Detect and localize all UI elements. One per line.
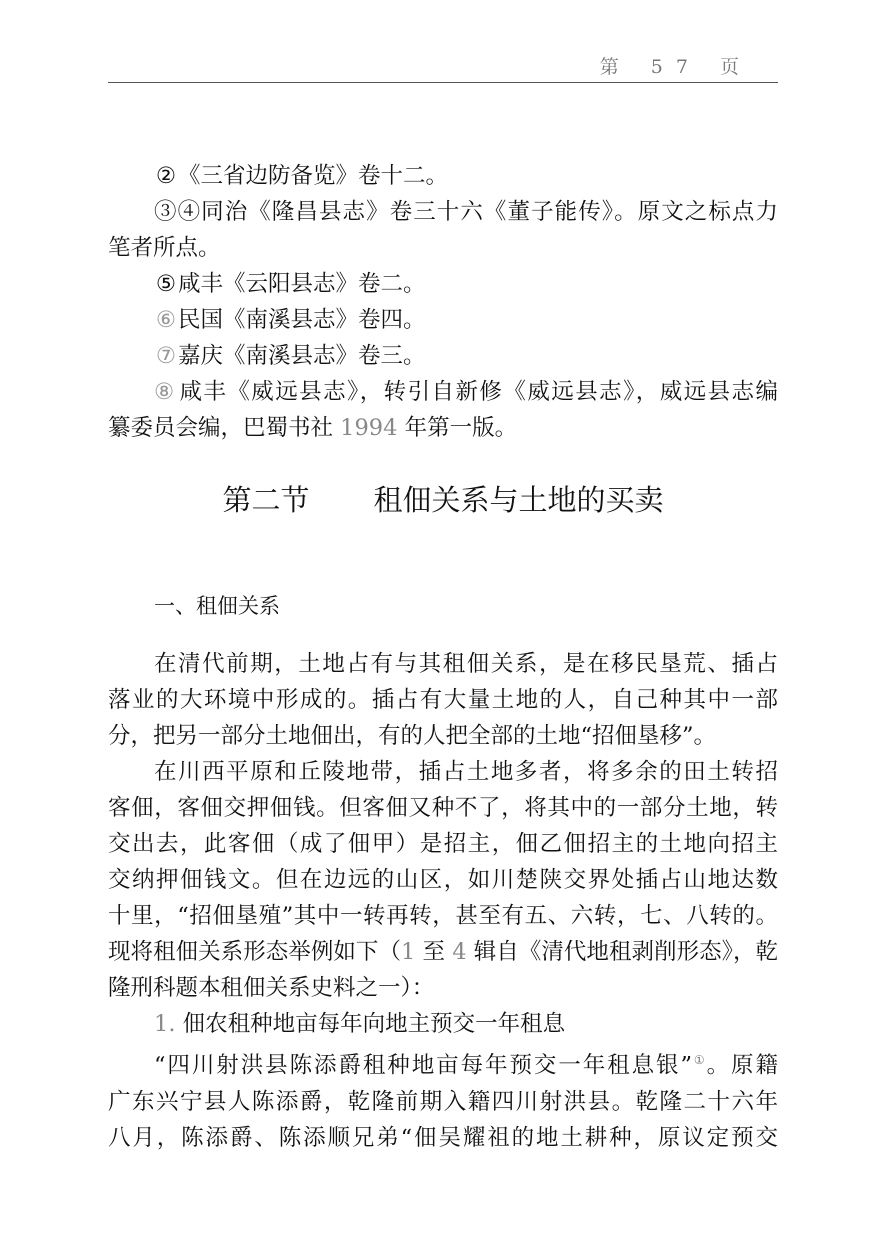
footnote-6 — [108, 302, 778, 338]
footnote-text: 嘉庆《南溪县志》卷三。 — [178, 343, 426, 369]
footnote-text: 咸丰《威远县志》，转引自新修《威远县志》，威远县志编 — [178, 379, 778, 405]
page-header — [108, 52, 778, 83]
footnote-5 — [108, 266, 778, 302]
number-run: 4 — [452, 939, 467, 965]
footnote-3-4 — [108, 194, 778, 230]
paragraph-2-line: 在川西平原和丘陵地带，插占土地多者，将多余的田土转招 — [154, 759, 778, 785]
footnote-mark: ⑥ — [155, 307, 177, 333]
footnote-8-cont — [108, 410, 778, 446]
footnote-mark: ⑤ — [155, 271, 177, 297]
text-run: 。原籍 — [706, 1052, 778, 1079]
body-text — [108, 588, 778, 1156]
text-run: “四川射洪县陈添爵租种地亩每年预交一年租息银” — [154, 1052, 692, 1079]
footnote-mark: ⑧ — [154, 379, 175, 405]
footnote-text: 民国《南溪县志》卷四。 — [178, 307, 426, 333]
footnote-text: 同治《隆昌县志》卷三十六《董子能传》。原文之标点力 — [201, 199, 778, 225]
list-item-1 — [108, 1006, 778, 1042]
section-number: 第二节 — [222, 483, 310, 517]
list-item-text: 佃农租种地亩每年向地主预交一年租息 — [175, 1011, 566, 1037]
number-run: 1 — [400, 939, 416, 965]
paragraph-2-line: 交纳押佃钱文。但在边远的山区，如川楚陕交界处插占山地达数 — [108, 867, 778, 893]
footnote-year: 1994 — [340, 415, 398, 441]
paragraph-2-line: 交出去，此客佃（成了佃甲）是招主，佃乙佃招主的土地向招主 — [108, 831, 778, 857]
footnote-7 — [108, 338, 778, 374]
paragraph-2-line: 客佃，客佃交押佃钱。但客佃又种不了，将其中的一部分土地，转 — [108, 795, 778, 821]
footnote-ref: ① — [692, 1053, 707, 1067]
footnote-2 — [108, 158, 778, 194]
paragraph-1-line: 分，把另一部分土地佃出，有的人把全部的土地“招佃垦移”。 — [108, 723, 717, 749]
paragraph-2-line: 隆刑科题本租佃关系史料之一）： — [108, 975, 435, 1001]
section-title: 租佃关系与土地的买卖 — [373, 483, 664, 517]
paragraph-3-line — [108, 1042, 778, 1084]
footnote-text: 年第一版。 — [397, 415, 518, 441]
footnote-text: 纂委员会编，巴蜀书社 — [108, 415, 341, 441]
footnotes — [108, 158, 778, 446]
footnote-mark: ⑦ — [155, 343, 177, 369]
text-run: 辑自《清代地租剥削形态》，乾 — [466, 939, 778, 965]
footnote-3-4-cont: 笔者所点。 — [108, 235, 221, 261]
list-item-number: 1. — [154, 1011, 176, 1037]
paragraph-3-line: 广东兴宁县人陈添爵，乾隆前期入籍四川射洪县。乾隆二十六年 — [108, 1088, 778, 1115]
subheading: 一、租佃关系 — [154, 594, 280, 618]
page-number: 第 57 页 — [599, 56, 752, 78]
footnote-mark: ③④ — [154, 199, 202, 225]
paragraph-2-line: 十里，“招佃垦殖”其中一转再转，甚至有五、六转，七、八转的。 — [108, 903, 778, 929]
paragraph-1-line: 落业的大环境中形成的。插占有大量土地的人，自己种其中一部 — [108, 687, 778, 713]
text-run: 至 — [415, 939, 453, 965]
footnote-mark: ② — [155, 163, 177, 189]
paragraph-1-line: 在清代前期，土地占有与其租佃关系，是在移民垦荒、插占 — [154, 651, 778, 677]
paragraph-3-line: 八月，陈添爵、陈添顺兄弟“佃吴耀祖的地土耕种，原议定预交 — [108, 1124, 778, 1151]
text-run: 现将租佃关系形态举例如下（ — [108, 939, 401, 965]
paragraph-2-line — [108, 934, 778, 970]
footnote-text: 咸丰《云阳县志》卷二。 — [178, 271, 426, 297]
footnote-8 — [108, 374, 778, 410]
section-heading — [108, 480, 778, 520]
footnote-text: 《三省边防备览》卷十二。 — [178, 163, 449, 189]
